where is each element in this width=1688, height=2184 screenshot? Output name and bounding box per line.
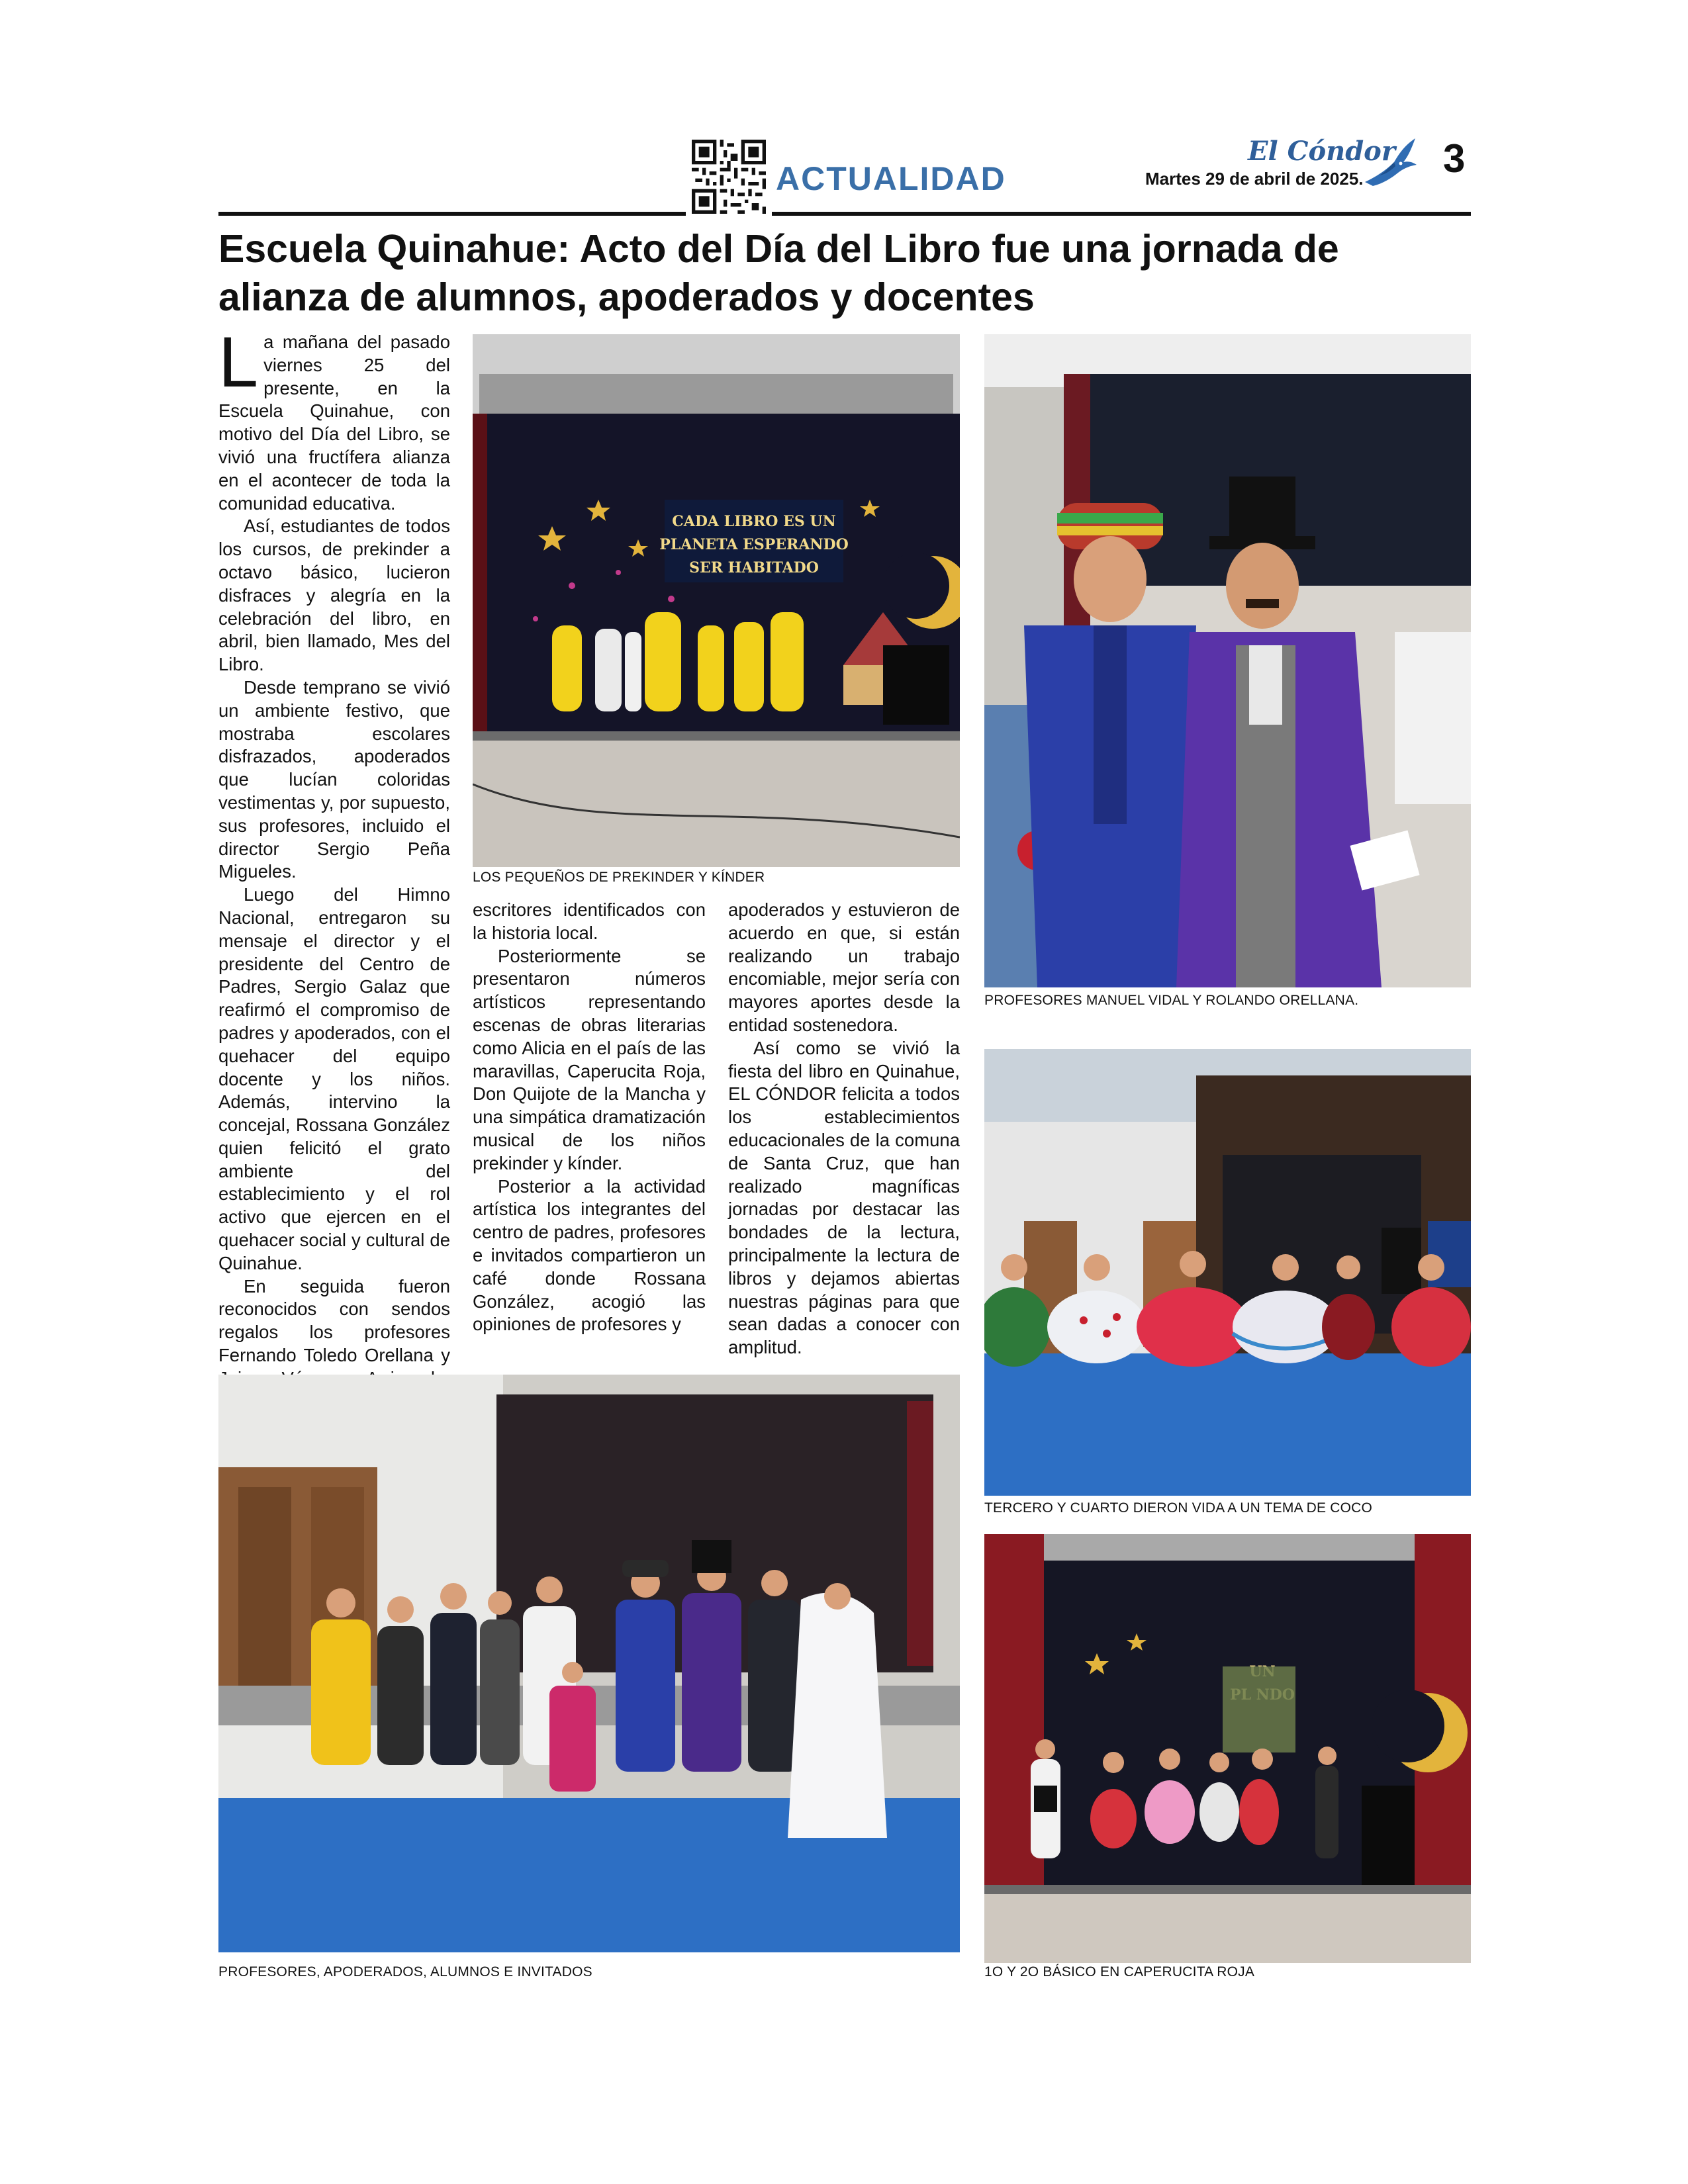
article-column-3 — [728, 899, 960, 1359]
article-column-2 — [473, 899, 706, 1336]
paragraph: Luego del Himno Nacional, entregaron su mensaje el director y el presidente del Centro de Padres, Sergio Galaz que reafirmó el compromiso de padres y apoderados, con el quehacer del equipo docente y los niños. Además, intervino la concejal, Rossana González quien felicitó el grato ambiente del establecimiento y el rol activo que ejercen en el quehacer social y cultural de Quinahue. — [218, 884, 450, 1273]
photo-caption: LOS PEQUEÑOS DE PREKINDER Y KÍNDER — [473, 870, 765, 885]
svg-text:PLANETA ESPERANDO: PLANETA ESPERANDO — [659, 536, 849, 553]
photo-profesores — [984, 334, 1471, 987]
paragraph: apoderados y estuvieron de acuerdo en que, si están realizando un trabajo encomiable, mejor sería con mayores aportes desde la entidad sostenedora. — [728, 899, 960, 1035]
paragraph: Posterior a la actividad artística los integrantes del centro de padres, profesores e invitados compartieron un café donde Rossana González, acogió las opiniones de profesores y — [473, 1175, 706, 1335]
svg-text:SER HABITADO: SER HABITADO — [689, 559, 819, 576]
paragraph: Posteriormente se presentaron números artísticos representando escenas de obras literarias como Alicia en el país de las maravillas, Caperucita Roja, Don Quijote de la Mancha y una simpática dramatización musical de los niños prekinder y kínder. — [473, 945, 706, 1173]
publication-date: Martes 29 de abril de 2025. — [1145, 169, 1364, 189]
qr-code-icon — [692, 140, 766, 214]
masthead — [218, 136, 1471, 222]
page-number: 3 — [1443, 136, 1466, 181]
newspaper-logo: El Cóndor — [1248, 136, 1395, 167]
article-column-1 — [218, 322, 450, 1436]
photo-caption: TERCERO Y CUARTO DIERON VIDA A UN TEMA DE COCO — [984, 1500, 1373, 1516]
paragraph-text: a mañana del pasado viernes 25 del presente, en la Escuela Quinahue, con motivo del Día del Libro, se vivió una fructífera alianza en el acontecer de toda la comunidad educativa. — [218, 332, 450, 514]
paragraph — [218, 322, 450, 515]
photo-caption: PROFESORES MANUEL VIDAL Y ROLANDO ORELLANA. — [984, 993, 1359, 1008]
photo-caperucita — [984, 1534, 1471, 1963]
paragraph: En seguida fueron reconocidos con sendos regalos los profesores Fernando Toledo Orellana y — [218, 1275, 450, 1366]
photo-prekinder-stage — [473, 334, 960, 867]
section-label: ACTUALIDAD — [776, 160, 1006, 197]
article-headline: Escuela Quinahue: Acto del Día del Libro fue una jornada de alianza de alumnos, apoderados y docentes — [218, 227, 1339, 319]
paragraph: Así como se vivió la fiesta del libro en Quinahue, EL CÓNDOR felicita a todos los establecimientos educacionales de la comuna de Santa Cruz, que han realizado magníficas jornadas por destacar las bondades de la lectura, principalmente la lectura de libros y dejamos abiertas nuestras páginas para que sean dadas a conocer con amplitud. — [728, 1037, 960, 1358]
photo-caption: 1O Y 2O BÁSICO EN CAPERUCITA ROJA — [984, 1964, 1255, 1979]
masthead-rule — [772, 212, 1471, 216]
drop-cap: L — [218, 322, 259, 402]
condor-icon — [1360, 136, 1419, 195]
svg-text:CADA LIBRO ES UN: CADA LIBRO ES UN — [672, 513, 836, 530]
paragraph: escritores identificados con la historia local. — [473, 899, 706, 943]
paragraph: Así, estudiantes de todos los cursos, de prekinder a octavo básico, lucieron disfraces y alegría en la celebración del libro, en abril, bien llamado, Mes del Libro. — [218, 516, 450, 675]
photo-group — [218, 1375, 960, 1952]
masthead-rule — [218, 212, 686, 216]
photo-coco-dance — [984, 1049, 1471, 1496]
paragraph: Desde temprano se vivió un ambiente festivo, que mostraba escolares disfrazados, apoderados que lucían coloridas vestimentas y, por supuesto, sus profesores, incluido el director Sergio Peña Migueles. — [218, 676, 450, 882]
photo-caption: PROFESORES, APODERADOS, ALUMNOS E INVITADOS — [218, 1964, 592, 1979]
